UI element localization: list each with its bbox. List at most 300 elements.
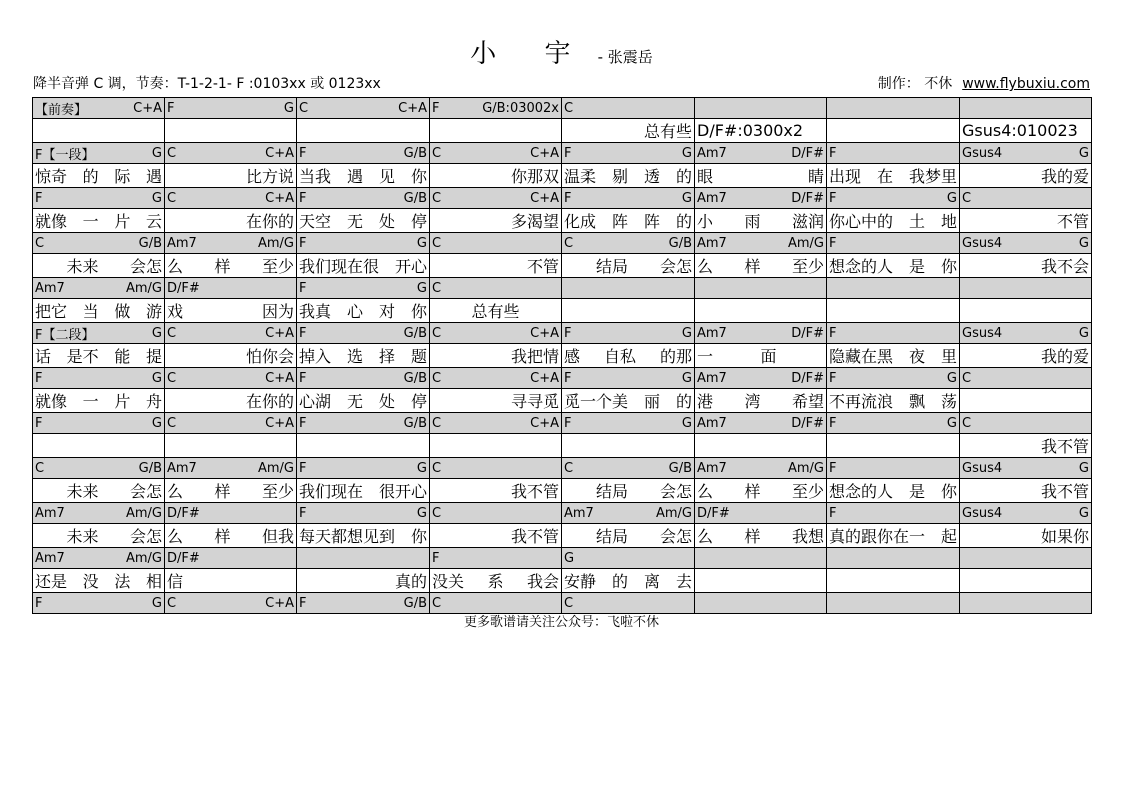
lyric-text: 停	[410, 392, 427, 411]
lyric-text: 会怎	[129, 482, 162, 501]
chord-label: D/F#	[167, 505, 200, 521]
lyric-cell	[827, 344, 960, 368]
lyric-text: 至少	[261, 482, 294, 501]
chord-cell	[695, 233, 827, 254]
chord-cell	[430, 413, 562, 434]
lyric-text: 你	[410, 167, 427, 186]
lyric-text: 遇	[346, 167, 363, 186]
lyric-text: 当我	[299, 167, 332, 186]
lyric-text: 是	[908, 257, 925, 276]
lyric-text: 至少	[261, 257, 294, 276]
chord-label: F	[564, 370, 572, 386]
chord-cell	[165, 323, 297, 344]
lyric-text: 未来	[66, 257, 99, 276]
lyric-text: 不管	[526, 257, 559, 276]
lyric-text: 心	[346, 302, 363, 321]
lyric-text: 因为	[261, 302, 294, 321]
lyric-cell	[33, 119, 165, 143]
chord-label: G	[151, 370, 162, 386]
lyric-cell	[960, 389, 1092, 413]
credit-block	[878, 73, 1090, 93]
chord-label: Am/G	[125, 280, 162, 296]
chord-label: C	[564, 595, 574, 611]
chord-label: G	[416, 460, 427, 476]
lyric-text: 结局	[595, 257, 628, 276]
chord-label: F	[299, 325, 307, 341]
lyric-text: 游	[145, 302, 162, 321]
chord-label: G	[416, 280, 427, 296]
chord-cell	[960, 548, 1092, 569]
lyric-text: 能	[114, 347, 131, 366]
lyric-text: 阵	[611, 212, 628, 231]
lyric-cell	[297, 119, 430, 143]
chord-label: F	[35, 370, 43, 386]
chord-label: G/B	[403, 595, 427, 611]
chord-cell	[33, 188, 165, 209]
lyric-cell	[960, 164, 1092, 188]
lyric-cell	[562, 389, 695, 413]
lyric-text: 掉入	[299, 347, 332, 366]
chord-label: G	[151, 325, 162, 341]
lyric-row	[33, 569, 1092, 593]
lyric-text: 结局	[595, 527, 628, 546]
chord-label: Am7	[697, 370, 727, 386]
chord-label: Gsus4	[962, 145, 1003, 161]
lyric-cell	[33, 254, 165, 278]
lyric-text: 我不管	[510, 482, 559, 501]
chord-label: D/F#	[167, 280, 200, 296]
lyric-text: 是不	[66, 347, 99, 366]
chord-label: G/B	[403, 190, 427, 206]
lyric-text: 停	[410, 212, 427, 231]
chord-label: G	[564, 550, 575, 566]
lyric-text: 觅一个美	[564, 392, 629, 411]
lyric-row	[33, 254, 1092, 278]
chord-label: Am7	[697, 415, 727, 431]
chord-label: F	[432, 100, 440, 116]
lyric-text: 样	[214, 527, 231, 546]
chord-label: C	[167, 325, 177, 341]
lyric-cell	[165, 344, 297, 368]
chord-label: C	[432, 370, 442, 386]
lyric-cell	[695, 479, 827, 503]
chord-cell	[33, 143, 165, 164]
lyric-text: 没	[82, 572, 99, 591]
chord-cell	[960, 413, 1092, 434]
chord-label: F	[829, 370, 837, 386]
lyric-text: 多渴望	[510, 212, 559, 231]
chord-cell	[562, 368, 695, 389]
tuning-info: 降半音弹 C 调，节奏：T-1-2-1- F :0103xx 或 0123xx	[33, 76, 381, 92]
chord-cell	[960, 503, 1092, 524]
lyric-text: Gsus4:010023	[962, 121, 1078, 140]
chord-label: C+A	[530, 190, 559, 206]
chord-cell	[297, 98, 430, 119]
lyric-text: 戏	[167, 302, 184, 321]
lyric-cell	[827, 389, 960, 413]
lyric-text: 我想	[791, 527, 824, 546]
chord-label: G	[946, 415, 957, 431]
lyric-text: 真的	[394, 572, 427, 591]
lyric-cell	[297, 254, 430, 278]
lyric-text: 的那	[659, 347, 692, 366]
chord-cell	[960, 188, 1092, 209]
chord-label: Am7	[35, 280, 65, 296]
chord-cell	[430, 233, 562, 254]
chord-label: Gsus4	[962, 505, 1003, 521]
chord-label: Am/G	[125, 550, 162, 566]
chord-cell	[297, 278, 430, 299]
lyric-cell	[827, 479, 960, 503]
chord-cell	[297, 548, 430, 569]
chord-label: Am7	[35, 505, 65, 521]
chord-cell	[430, 98, 562, 119]
lyric-cell	[695, 299, 827, 323]
song-title: 小 宇	[470, 39, 591, 69]
chord-cell	[827, 323, 960, 344]
lyric-text: 你心中的	[829, 212, 894, 231]
chord-label: C	[432, 190, 442, 206]
lyric-text: 还是	[35, 572, 68, 591]
lyric-text: 信	[167, 572, 184, 591]
lyric-text: 么	[167, 482, 184, 501]
lyric-text: 离	[643, 572, 660, 591]
lyric-cell	[33, 164, 165, 188]
chord-cell	[562, 278, 695, 299]
lyric-text: 比方说	[245, 167, 294, 186]
lyric-row	[33, 524, 1092, 548]
chord-cell	[827, 188, 960, 209]
chord-cell	[297, 143, 430, 164]
lyric-cell	[297, 209, 430, 233]
chord-cell	[960, 368, 1092, 389]
title-block	[0, 33, 1123, 70]
chord-label: C+A	[530, 415, 559, 431]
chord-cell	[827, 278, 960, 299]
chord-label: C	[432, 505, 442, 521]
chord-label: C	[167, 415, 177, 431]
chord-cell	[430, 368, 562, 389]
chord-cell	[562, 188, 695, 209]
lyric-cell	[165, 299, 297, 323]
chord-label: G	[681, 415, 692, 431]
website-link[interactable]: www.flybuxiu.com	[962, 76, 1090, 92]
lyric-text: 至少	[791, 257, 824, 276]
lyric-text: 一	[697, 347, 714, 366]
lyric-text: 你	[410, 527, 427, 546]
chord-cell	[695, 548, 827, 569]
lyric-cell	[695, 344, 827, 368]
lyric-text: 遇	[145, 167, 162, 186]
lyric-cell	[297, 299, 430, 323]
lyric-text: 我的爱	[1040, 347, 1089, 366]
chord-row	[33, 278, 1092, 299]
chord-cell	[165, 458, 297, 479]
lyric-text: 样	[744, 527, 761, 546]
chord-label: C	[432, 595, 442, 611]
chord-label: F	[299, 370, 307, 386]
lyric-text: 我们现在	[299, 482, 364, 501]
lyric-cell	[297, 524, 430, 548]
chord-label: F	[299, 145, 307, 161]
chord-label: C+A	[265, 190, 294, 206]
chord-row	[33, 458, 1092, 479]
chord-label: 【前奏】	[35, 102, 88, 118]
chord-cell	[695, 458, 827, 479]
chord-cell	[165, 188, 297, 209]
chord-cell	[827, 458, 960, 479]
chord-label: C	[432, 145, 442, 161]
lyric-cell	[827, 254, 960, 278]
lyric-text: 我不会	[1040, 257, 1089, 276]
chord-row	[33, 413, 1092, 434]
chord-cell	[827, 368, 960, 389]
chord-cell	[695, 278, 827, 299]
chord-cell	[33, 503, 165, 524]
lyric-row	[33, 389, 1092, 413]
chord-label: G	[151, 415, 162, 431]
chord-label: C+A	[265, 145, 294, 161]
chord-row	[33, 503, 1092, 524]
lyric-cell	[960, 119, 1092, 143]
lyric-text: 在你的	[245, 212, 294, 231]
lyric-text: 港	[697, 392, 714, 411]
lyric-cell	[827, 434, 960, 458]
lyric-cell	[165, 164, 297, 188]
lyric-cell	[695, 569, 827, 593]
lyric-text: 就像	[35, 212, 68, 231]
lyric-text: 会怎	[129, 527, 162, 546]
chord-label: F	[299, 235, 307, 251]
lyric-text: 结局	[595, 482, 628, 501]
chord-row	[33, 188, 1092, 209]
chord-cell	[960, 233, 1092, 254]
chord-label: C	[564, 100, 574, 116]
lyric-text: 相	[145, 572, 162, 591]
chord-label: Am7	[697, 235, 727, 251]
chord-cell	[960, 458, 1092, 479]
lyric-text: 如果你	[1040, 527, 1089, 546]
chord-label: Am/G	[655, 505, 692, 521]
chord-label: Am7	[167, 460, 197, 476]
lyric-text: 出现	[829, 167, 862, 186]
chord-cell	[827, 548, 960, 569]
lyric-text: 雨	[744, 212, 761, 231]
chord-label: Am/G	[787, 460, 824, 476]
lyric-text: 但我	[261, 527, 294, 546]
lyric-cell	[562, 164, 695, 188]
chord-sheet	[32, 97, 1092, 614]
lyric-text: 在你的	[245, 392, 294, 411]
lyric-text: 我会	[526, 572, 559, 591]
chord-label: F	[564, 145, 572, 161]
chord-label: F【一段】	[35, 147, 95, 163]
chord-row	[33, 368, 1092, 389]
lyric-text: 寻寻觅	[510, 392, 559, 411]
chord-label: F	[564, 190, 572, 206]
lyric-text: 你	[940, 257, 957, 276]
chord-cell	[33, 413, 165, 434]
chord-cell	[960, 143, 1092, 164]
lyric-text: 未来	[66, 482, 99, 501]
lyric-cell	[165, 434, 297, 458]
lyric-text: 么	[697, 257, 714, 276]
chord-label: G	[416, 505, 427, 521]
lyric-cell	[297, 344, 430, 368]
lyric-cell	[827, 119, 960, 143]
chord-label: C	[432, 460, 442, 476]
lyric-cell	[430, 344, 562, 368]
chord-label: F	[35, 595, 43, 611]
song-artist: - 张震岳	[597, 48, 653, 66]
chord-label: D/F#	[791, 325, 824, 341]
chord-label: F	[299, 505, 307, 521]
chord-label: C+A	[265, 370, 294, 386]
lyric-row	[33, 164, 1092, 188]
lyric-cell	[827, 299, 960, 323]
chord-label: F	[299, 595, 307, 611]
lyric-cell	[165, 524, 297, 548]
lyric-text: 希望	[791, 392, 824, 411]
chord-label: G	[681, 325, 692, 341]
chord-cell	[297, 368, 430, 389]
chord-label: C	[432, 415, 442, 431]
chord-label: F	[829, 190, 837, 206]
chord-cell	[165, 548, 297, 569]
lyric-text: 际	[114, 167, 131, 186]
lyric-text: 想念的人	[829, 257, 894, 276]
lyric-text: 么	[167, 257, 184, 276]
chord-label: C	[962, 190, 972, 206]
chord-label: C	[564, 460, 574, 476]
chord-label: C	[167, 190, 177, 206]
lyric-text: 湾	[744, 392, 761, 411]
lyric-text: 会怎	[659, 257, 692, 276]
lyric-text: 我们现在很	[299, 257, 380, 276]
chord-cell	[827, 98, 960, 119]
lyric-text: 里	[940, 347, 957, 366]
lyric-cell	[960, 479, 1092, 503]
chord-label: D/F#	[697, 505, 730, 521]
lyric-text: 么	[697, 527, 714, 546]
lyric-cell	[430, 569, 562, 593]
lyric-cell	[562, 524, 695, 548]
lyric-text: 面	[760, 347, 777, 366]
lyric-cell	[33, 479, 165, 503]
chord-label: F	[564, 415, 572, 431]
lyric-cell	[430, 209, 562, 233]
lyric-cell	[695, 209, 827, 233]
footer-note: 更多歌谱请关注公众号：飞啦不休	[463, 615, 659, 630]
chord-label: C+A	[265, 325, 294, 341]
lyric-cell	[430, 254, 562, 278]
chord-cell	[165, 503, 297, 524]
lyric-text: 未来	[66, 527, 99, 546]
lyric-cell	[430, 479, 562, 503]
lyric-text: 惊奇	[35, 167, 68, 186]
chord-cell	[297, 188, 430, 209]
chord-label: G/B	[668, 460, 692, 476]
chord-label: G	[946, 370, 957, 386]
lyric-text: D/F#:0300x2	[697, 121, 804, 140]
lyric-cell	[33, 389, 165, 413]
lyric-cell	[960, 209, 1092, 233]
lyric-text: 我把情	[510, 347, 559, 366]
chord-cell	[960, 98, 1092, 119]
lyric-text: 起	[940, 527, 957, 546]
chord-label: C	[167, 595, 177, 611]
lyric-cell	[165, 569, 297, 593]
lyric-cell	[165, 119, 297, 143]
lyric-text: 当	[82, 302, 99, 321]
lyric-text: 无	[346, 212, 363, 231]
chord-cell	[165, 413, 297, 434]
lyric-text: 舟	[145, 392, 162, 411]
lyric-cell	[562, 569, 695, 593]
chord-label: Am/G	[125, 505, 162, 521]
lyric-cell	[827, 569, 960, 593]
chord-label: Am7	[697, 460, 727, 476]
chord-cell	[33, 368, 165, 389]
chord-label: Am7	[564, 505, 594, 521]
chord-cell	[430, 278, 562, 299]
chord-label: C+A	[133, 100, 162, 116]
chord-label: G	[151, 595, 162, 611]
chord-label: C+A	[265, 595, 294, 611]
lyric-cell	[562, 434, 695, 458]
chord-label: Am/G	[257, 235, 294, 251]
lyric-text: 见	[378, 167, 395, 186]
lyric-cell	[33, 299, 165, 323]
chord-label: C	[564, 235, 574, 251]
lyric-row	[33, 434, 1092, 458]
chord-row	[33, 323, 1092, 344]
lyric-cell	[695, 434, 827, 458]
lyric-row	[33, 119, 1092, 143]
chord-label: F	[299, 280, 307, 296]
lyric-text: 想念的人	[829, 482, 894, 501]
chord-cell	[827, 233, 960, 254]
chord-cell	[430, 458, 562, 479]
lyric-cell	[960, 524, 1092, 548]
chord-cell	[430, 503, 562, 524]
lyric-text: 云	[145, 212, 162, 231]
chord-label: G/B:03002x	[482, 100, 559, 116]
lyric-text: 在	[876, 167, 893, 186]
lyric-text: 样	[214, 257, 231, 276]
chord-label: Gsus4	[962, 460, 1003, 476]
lyric-text: 丽	[643, 392, 660, 411]
lyric-cell	[430, 299, 562, 323]
chord-label: Gsus4	[962, 235, 1003, 251]
chord-label: G	[151, 145, 162, 161]
lyric-text: 的	[675, 392, 692, 411]
chord-label: G/B	[403, 325, 427, 341]
chord-label: G	[1078, 145, 1089, 161]
chord-row	[33, 98, 1092, 119]
chord-cell	[695, 413, 827, 434]
lyric-text: 至少	[791, 482, 824, 501]
lyric-cell	[430, 434, 562, 458]
lyric-cell	[297, 434, 430, 458]
chord-label: Am/G	[787, 235, 824, 251]
lyric-cell	[165, 479, 297, 503]
chord-cell	[165, 98, 297, 119]
chord-label: C	[167, 370, 177, 386]
lyric-text: 样	[214, 482, 231, 501]
chord-label: C+A	[265, 415, 294, 431]
lyric-text: 会怎	[129, 257, 162, 276]
